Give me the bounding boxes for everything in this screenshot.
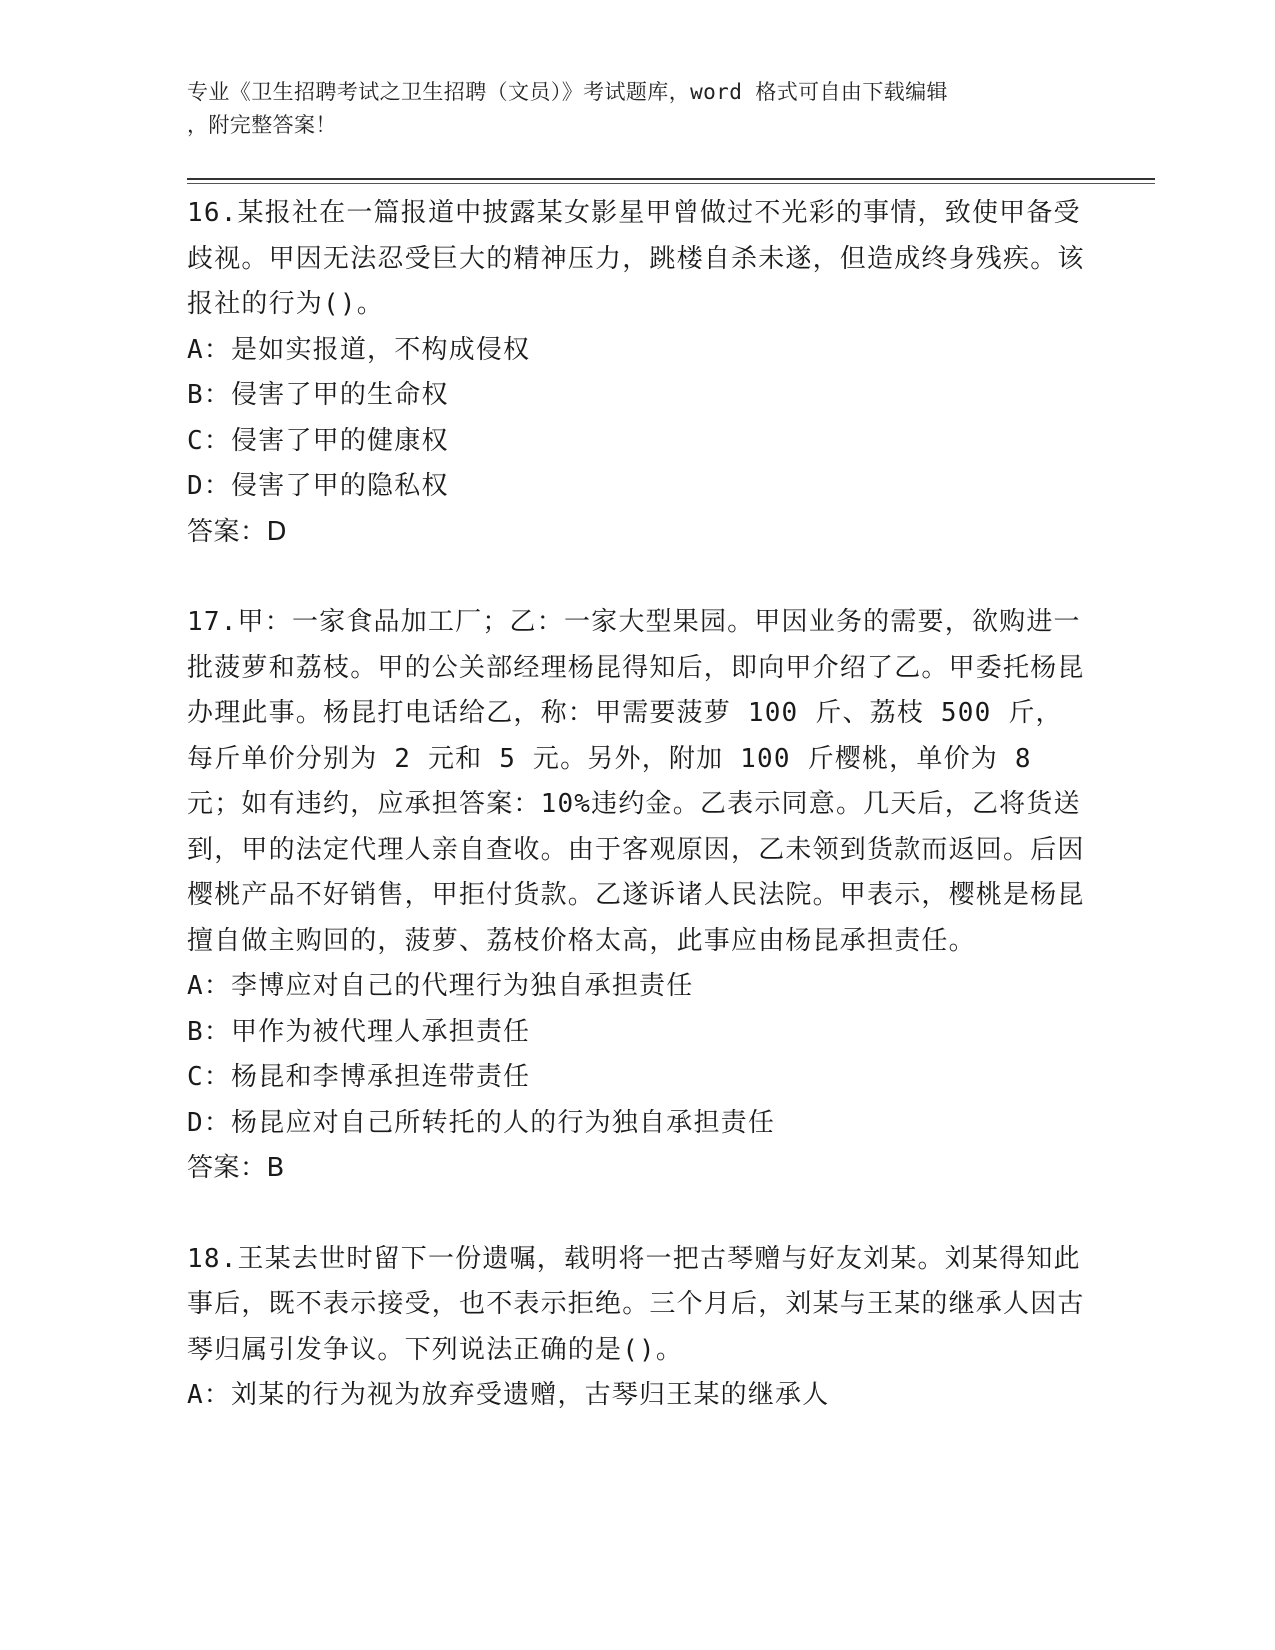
header-line-1: 专业《卫生招聘考试之卫生招聘（文员）》考试题库，word 格式可自由下载编辑 [187,80,948,104]
header-rule-thin [187,183,1155,184]
option-b: B：侵害了甲的生命权 [187,380,449,410]
question-stem: 18.王某去世时留下一份遗嘱，载明将一把古琴赠与好友刘某。刘某得知此事后，既不表示接受，也不表示拒绝。三个月后，刘某与王某的继承人因古琴归属引发争议。下列说法正确的是()。 [187,1243,1085,1365]
option-c: C：侵害了甲的健康权 [187,425,449,456]
header-line-2: ，附完整答案！ [187,113,337,137]
option-list [187,328,1087,510]
option-list [187,964,1087,1146]
answer-label: 答案：D [187,516,288,547]
answer-label: 答案：B [187,1153,285,1183]
option-list [187,1373,1087,1419]
option-d: D：侵害了甲的隐私权 [187,471,449,501]
question-16 [187,191,1087,555]
question-stem: 17.甲：一家食品加工厂；乙：一家大型果园。甲因业务的需要，欲购进一批菠萝和荔枝。甲的公关部经理杨昆得知后，即向甲介绍了乙。甲委托杨昆办理此事。杨昆打电话给乙，称：甲需要菠萝 100 斤、荔枝 500 斤，每斤单价分别为 2 元和 5 元。另外，附加 100 斤樱桃，单价为 8 元；如有违约，应承担答案：10%违约金。乙表示同意。几天后，乙将货送到，甲的法定代理人亲自查收。由于客观原因，乙未领到货款而返回。后因樱桃产品不好销售，甲拒付货款。乙遂诉诸人民法院。甲表示，樱桃是杨昆擅自做主购回的，菠萝、荔枝价格太高，此事应由杨昆承担责任。 [187,607,1085,956]
option-d: D：杨昆应对自己所转托的人的行为独自承担责任 [187,1107,776,1138]
question-17 [187,600,1087,1192]
option-a: A：是如实报道，不构成侵权 [187,334,531,365]
header-rule-thick [187,178,1155,180]
option-a: A：李博应对自己的代理行为独自承担责任 [187,971,694,1001]
option-b: B：甲作为被代理人承担责任 [187,1016,531,1047]
option-a: A：刘某的行为视为放弃受遗赠，古琴归王某的继承人 [187,1380,830,1410]
option-c: C：杨昆和李博承担连带责任 [187,1062,531,1092]
document-header [187,76,1067,142]
question-stem: 16.某报社在一篇报道中披露某女影星甲曾做过不光彩的事情，致使甲备受歧视。甲因无法忍受巨大的精神压力，跳楼自杀未遂，但造成终身残疾。该报社的行为()。 [187,198,1085,319]
question-list [187,191,1087,1464]
question-18 [187,1237,1087,1419]
